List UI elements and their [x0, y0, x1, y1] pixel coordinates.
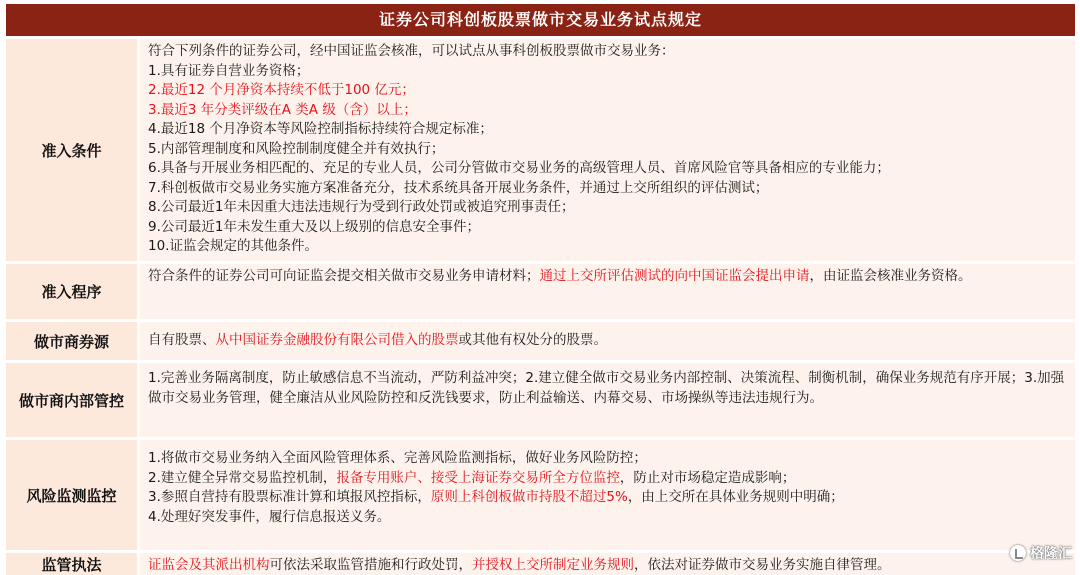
table-title: 证券公司科创板股票做市交易业务试点规定	[6, 4, 1075, 36]
condition-line: 4.最近18 个月净资本等风险控制指标持续符合规定标准；	[148, 121, 493, 137]
text-segment-highlight: 证监会及其派出机构	[148, 557, 270, 573]
risk-line	[148, 469, 1067, 489]
condition-line: 10.证监会规定的其他条件。	[148, 238, 318, 254]
regulation-table	[6, 4, 1075, 575]
row-content	[140, 553, 1075, 575]
row-label: 做市商内部管控	[6, 363, 137, 437]
condition-line: 9.公司最近1年未发生重大及以上级别的信息安全事件；	[148, 218, 480, 235]
text-segment: ，防止对市场稳定造成影响；	[619, 469, 796, 486]
text-segment-highlight: 并授权上交所制定业务规则	[472, 557, 634, 573]
risk-line: 1.将做市交易业务纳入全面风险管理体系、完善风险监测指标，做好业务风险防控；	[148, 450, 647, 466]
row-label: 准入程序	[6, 264, 137, 319]
condition-line: 7.科创板做市交易业务实施方案准备充分，技术系统具备开展业务条件，并通过上交所组织的评估测试；	[148, 179, 769, 196]
risk-line: 4.处理好突发事件，履行信息报送义务。	[148, 508, 391, 525]
row-label: 准入条件	[6, 39, 137, 261]
text-segment: 可依法采取监管措施和行政处罚，	[269, 557, 472, 573]
row-content	[140, 39, 1075, 261]
condition-line: 5.内部管理制度和风险控制制度健全并有效执行；	[148, 140, 445, 157]
row-securities-source	[6, 319, 1075, 360]
text-segment-highlight: 原则上科创板做市持股不超过5%	[430, 489, 628, 505]
text-segment-highlight: 报备专用账户、接受上海证券交易所全方位监控	[336, 469, 620, 486]
row-label: 风险监测监控	[6, 440, 137, 550]
watermark-text: 格隆汇	[1030, 546, 1072, 562]
condition-line: 1.具有证券自营业务资格；	[148, 62, 310, 79]
text-segment: 自有股票、	[148, 332, 216, 349]
text-segment: ，由证监会核准业务资格。	[809, 268, 972, 284]
text-segment-highlight: 通过上交所评估测试的向中国证监会提出申请	[539, 268, 810, 284]
condition-line-highlight: 3.最近3 年分类评级在A 类A 级（含）以上；	[148, 101, 417, 118]
row-enforcement	[6, 550, 1075, 575]
row-risk-monitoring	[6, 437, 1075, 550]
row-label: 监管执法	[6, 553, 137, 575]
condition-line: 6.具备与开展业务相匹配的、充足的专业人员，公司分管做市交易业务的高级管理人员、首席风险官等具备相应的专业能力；	[148, 160, 890, 176]
row-content	[140, 440, 1075, 550]
watermark-logo-icon	[1010, 545, 1026, 561]
text-segment: ，依法对证券做市交易业务实施自律管理。	[634, 557, 891, 573]
condition-line-highlight: 2.最近12 个月净资本持续不低于100 亿元；	[148, 82, 415, 98]
text-segment-highlight: 从中国证券金融股份有限公司借入的股票	[215, 332, 459, 349]
risk-line	[148, 488, 1067, 508]
row-content	[140, 322, 1075, 360]
row-label: 做市商券源	[6, 322, 137, 360]
text-segment: 符合条件的证券公司可向证监会提交相关做市交易业务申请材料；	[148, 268, 540, 284]
row-access-conditions	[6, 36, 1075, 261]
row-content: 1.完善业务隔离制度，防止敏感信息不当流动，严防利益冲突；2.建立健全做市交易业务内部控制、决策流程、制衡机制，确保业务规范有序开展；3.加强做市交易业务管理，健全廉洁从业风险防控和反洗钱要求，防止利益输送、内幕交易、市场操纵等违法违规行为。	[140, 363, 1075, 437]
row-internal-control	[6, 360, 1075, 437]
watermark	[1010, 543, 1072, 563]
text-segment: 或其他有权处分的股票。	[458, 332, 607, 349]
condition-line: 符合下列条件的证券公司，经中国证监会核准，可以试点从事科创板股票做市交易业务：	[148, 43, 675, 59]
text-segment: ，由上交所在具体业务规则中明确；	[627, 489, 844, 505]
text-segment: 2.建立健全异常交易监控机制，	[148, 469, 337, 486]
row-access-procedure	[6, 261, 1075, 319]
condition-line: 8.公司最近1年未因重大违法违规行为受到行政处罚或被追究刑事责任；	[148, 199, 575, 215]
text-segment: 3.参照自营持有股票标准计算和填报风控指标，	[148, 489, 431, 505]
row-content	[140, 264, 1075, 319]
